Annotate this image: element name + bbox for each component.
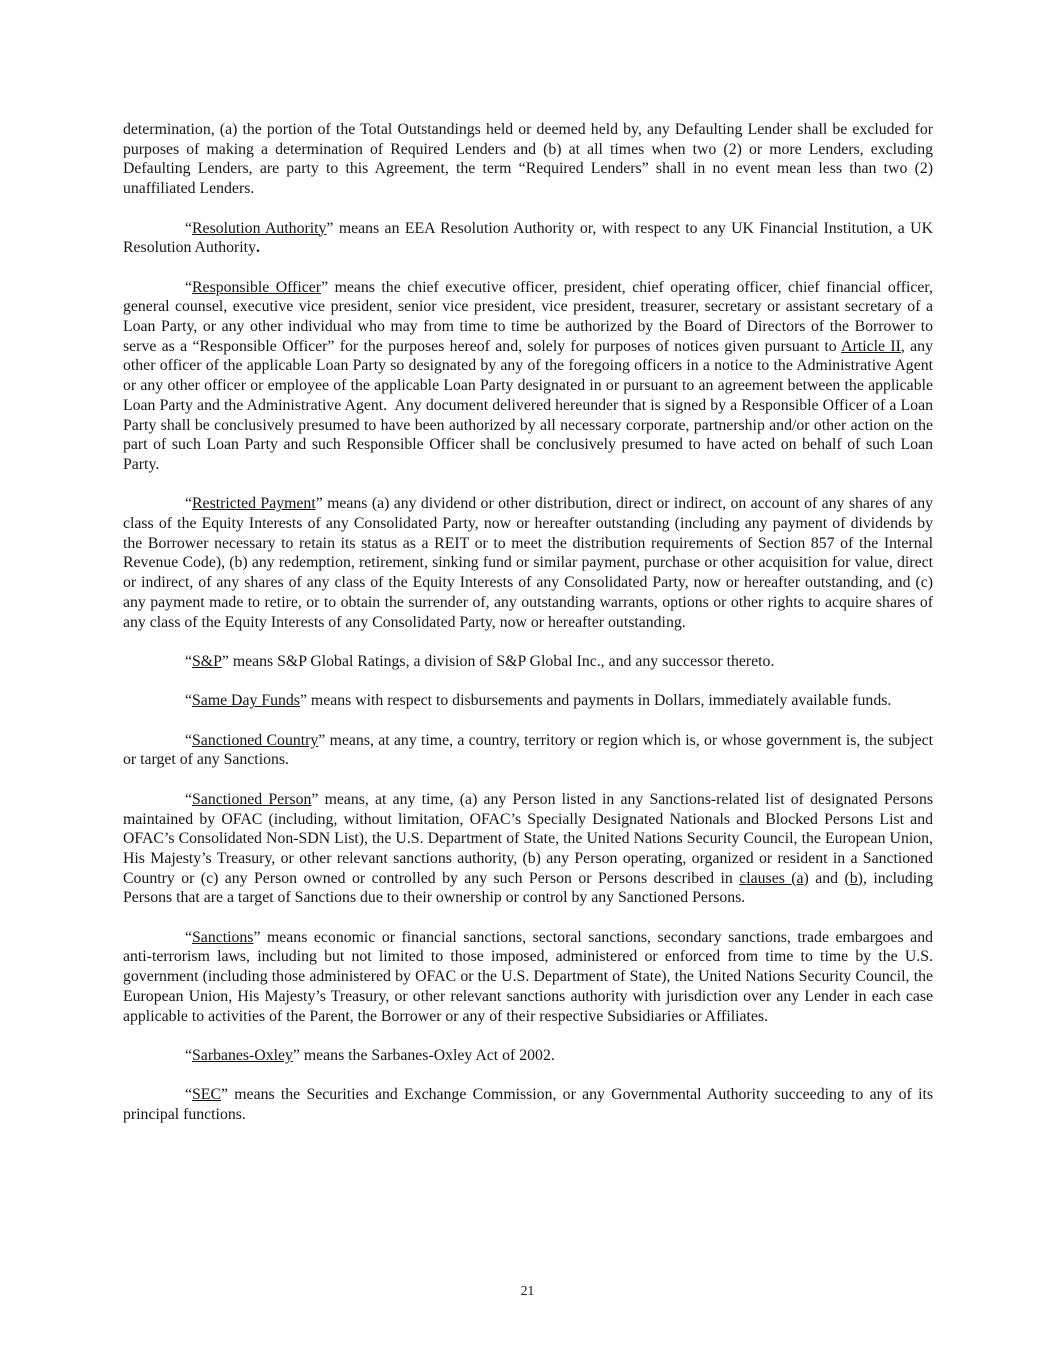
- page-number: 21: [520, 1283, 535, 1298]
- defined-term: Resolution Authority: [192, 219, 327, 237]
- text-run: “: [185, 692, 193, 710]
- text-run: ” means the Securities and Exchange Commission, or any Governmental Authority succeeding to any of its principal functions.: [123, 1086, 933, 1123]
- paragraph: [123, 691, 933, 711]
- text-run: and: [808, 869, 845, 887]
- paragraph: [123, 120, 933, 199]
- defined-term: S&P: [192, 652, 222, 670]
- paragraph: [123, 652, 933, 672]
- text-run: ” means the chief executive officer, president, chief operating officer, chief financial officer, general counsel, executive vice president, senior vice president, vice president, treasurer, secretary or assistant secretary of a Loan Party, or any other individual who may from time to time be authorized by the Board of Directors of the Borrower to serve as a “Responsible Officer” for the purposes hereof and, solely for purposes of notices given pursuant to: [123, 278, 933, 355]
- text-run: “: [185, 1086, 193, 1104]
- text-run: “: [185, 1046, 193, 1064]
- text-run: ” means, at any time, (a) any Person listed in any Sanctions-related list of designated Persons maintained by OFAC (including, without limitation, OFAC’s Specially Designated Nationals and Blocked Persons List and OFAC’s Consolidated Non-SDN List), the U.S. Department of State, the United Nations Security Council, the European Union, His Majesty’s Treasury, or other relevant sanctions authority, (b) any Person operating, organized or resident in a Sanctioned Country or (c) any Person owned or controlled by any such Person or Persons described in: [123, 790, 933, 887]
- text-run: ” means an EEA Resolution Authority or, with respect to any UK Financial Institution, a UK Resolution Authority: [123, 219, 933, 257]
- paragraph: [123, 219, 933, 258]
- defined-term: Restricted Payment: [192, 495, 316, 513]
- defined-term: clauses (a): [739, 869, 809, 887]
- text-run: “: [185, 652, 193, 670]
- text-run: “: [185, 731, 193, 749]
- defined-term: SEC: [192, 1086, 221, 1104]
- text-run: ” means S&P Global Ratings, a division of S&P Global Inc., and any successor thereto.: [221, 652, 775, 670]
- text-run: .: [255, 239, 260, 257]
- paragraph: [123, 1046, 933, 1066]
- paragraph: [123, 494, 933, 632]
- defined-term: Sarbanes-Oxley: [192, 1046, 293, 1064]
- text-run: , including Persons that are a target of Sanctions due to their ownership or control by any Sanctioned Persons.: [123, 869, 933, 907]
- paragraph: [123, 1085, 933, 1124]
- defined-term: Sanctions: [192, 928, 254, 946]
- text-run: “: [185, 790, 193, 808]
- text-run: ” means economic or financial sanctions, sectoral sanctions, secondary sanctions, trade embargoes and anti-terrorism laws, including but not limited to those imposed, administered or enforced from time to time by the U.S. government (including those administered by OFAC or the U.S. Department of State), the United Nations Security Council, the European Union, His Majesty’s Treasury, or other relevant sanctions authority with jurisdiction over any Lender in each case applicable to activities of the Parent, the Borrower or any of their respective Subsidiaries or Affiliates.: [123, 928, 933, 1025]
- text-run: “: [185, 219, 193, 237]
- text-run: ” means (a) any dividend or other distribution, direct or indirect, on account of any shares of any class of the Equity Interests of any Consolidated Party, now or hereafter outstanding (including any payment of dividends by the Borrower necessary to retain its status as a REIT or to meet the distribution requirements of Section 857 of the Internal Revenue Code), (b) any redemption, retirement, sinking fund or similar payment, purchase or other acquisition for value, direct or indirect, of any shares of any class of the Equity Interests of any Consolidated Party, now or hereafter outstanding, and (c) any payment made to retire, or to obtain the surrender of, any outstanding warrants, options or other rights to acquire shares of any class of the Equity Interests of any Consolidated Party, now or hereafter outstanding.: [123, 495, 933, 631]
- paragraph: [123, 928, 933, 1027]
- defined-term: Sanctioned Country: [192, 731, 319, 749]
- paragraph: [123, 731, 933, 770]
- text-run: “: [185, 495, 193, 513]
- defined-term: Article II: [841, 337, 901, 355]
- defined-term: Sanctioned Person: [192, 790, 312, 808]
- defined-term: Same Day Funds: [192, 692, 300, 710]
- document-body: [123, 120, 933, 1144]
- text-run: ” means the Sarbanes-Oxley Act of 2002.: [292, 1046, 555, 1064]
- defined-term: Responsible Officer: [192, 278, 322, 296]
- paragraph: [123, 278, 933, 475]
- text-run: ” means with respect to disbursements and payments in Dollars, immediately available funds.: [299, 692, 892, 710]
- paragraph: [123, 790, 933, 908]
- text-run: determination, (a) the portion of the Total Outstandings held or deemed held by, any Defaulting Lender shall be excluded for purposes of making a determination of Required Lenders and (b) at all times when two (2) or more Lenders, excluding Defaulting Lenders, are party to this Agreement, the term “Required Lenders” shall in no event mean less than two (2) unaffiliated Lenders.: [123, 121, 933, 198]
- text-run: “: [185, 278, 193, 296]
- text-run: “: [185, 928, 193, 946]
- text-run: ” means, at any time, a country, territory or region which is, or whose government is, the subject or target of any Sanctions.: [123, 731, 934, 769]
- defined-term: (b): [844, 869, 863, 887]
- text-run: , any other officer of the applicable Loan Party so designated by any of the foregoing officers in a notice to the Administrative Agent or any other officer or employee of the applicable Loan Party designated in or pursuant to an agreement between the applicable Loan Party and the Administrative Agent. Any document delivered hereunder that is signed by a Responsible Officer of a Loan Party shall be conclusively presumed to have been authorized by all necessary corporate, partnership and/or other action on the part of such Loan Party and such Responsible Officer shall be conclusively presumed to have acted on behalf of such Loan Party.: [123, 337, 933, 473]
